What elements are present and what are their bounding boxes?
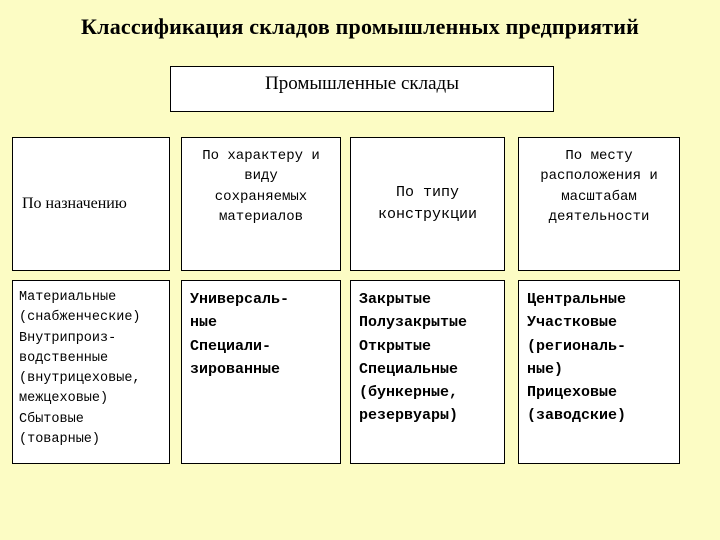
- list-item: резервуары): [359, 407, 459, 425]
- category-header-construction-type: [350, 137, 505, 271]
- category-header-purpose: [12, 137, 170, 271]
- list-item: Универсаль-: [190, 291, 290, 308]
- list-item: Прицеховые: [527, 384, 618, 401]
- list-item: (заводские): [527, 407, 627, 425]
- list-item: Участковые: [527, 314, 618, 332]
- list-item: (товарные): [19, 431, 101, 447]
- category-items-storage-character: [181, 280, 341, 464]
- root-node-box: [170, 66, 554, 112]
- list-item: Центральные: [527, 291, 627, 308]
- list-item: Материальные: [19, 290, 117, 305]
- list-item: Внутрипроиз-: [19, 330, 117, 346]
- list-item: (внутрицеховые,: [19, 371, 141, 386]
- category-header-label: По месту расположения и масштабам деятельности: [540, 148, 658, 225]
- category-header-storage-character: [181, 137, 341, 271]
- category-items-purpose: [12, 280, 170, 464]
- category-header-label: По назначению: [22, 195, 127, 213]
- list-item: Открытые: [359, 337, 432, 355]
- list-item: водственные: [19, 350, 109, 366]
- list-item: зированные: [190, 360, 281, 378]
- list-item: межцеховые): [19, 391, 109, 407]
- list-item: Сбытовые: [19, 411, 84, 427]
- diagram-title: Классификация складов промышленных предприятий: [81, 14, 639, 39]
- root-node-label: Промышленные склады: [265, 73, 459, 94]
- list-item: (региональ-: [527, 337, 627, 355]
- list-item: ные: [190, 314, 218, 332]
- category-header-label: По характеру и виду сохраняемых материалов: [202, 148, 320, 225]
- list-item: (бункерные,: [359, 384, 459, 401]
- category-items-location-scale: [518, 280, 680, 464]
- list-item: Полузакрытые: [359, 314, 468, 332]
- category-header-label: По типу конструкции: [377, 184, 478, 223]
- list-item: Специальные: [359, 360, 459, 378]
- list-item: Закрытые: [359, 291, 432, 308]
- list-item: ные): [527, 360, 564, 378]
- list-item: Специали-: [190, 337, 272, 355]
- list-item: (снабженческие): [19, 310, 141, 326]
- category-header-location-scale: [518, 137, 680, 271]
- category-items-construction-type: [350, 280, 505, 464]
